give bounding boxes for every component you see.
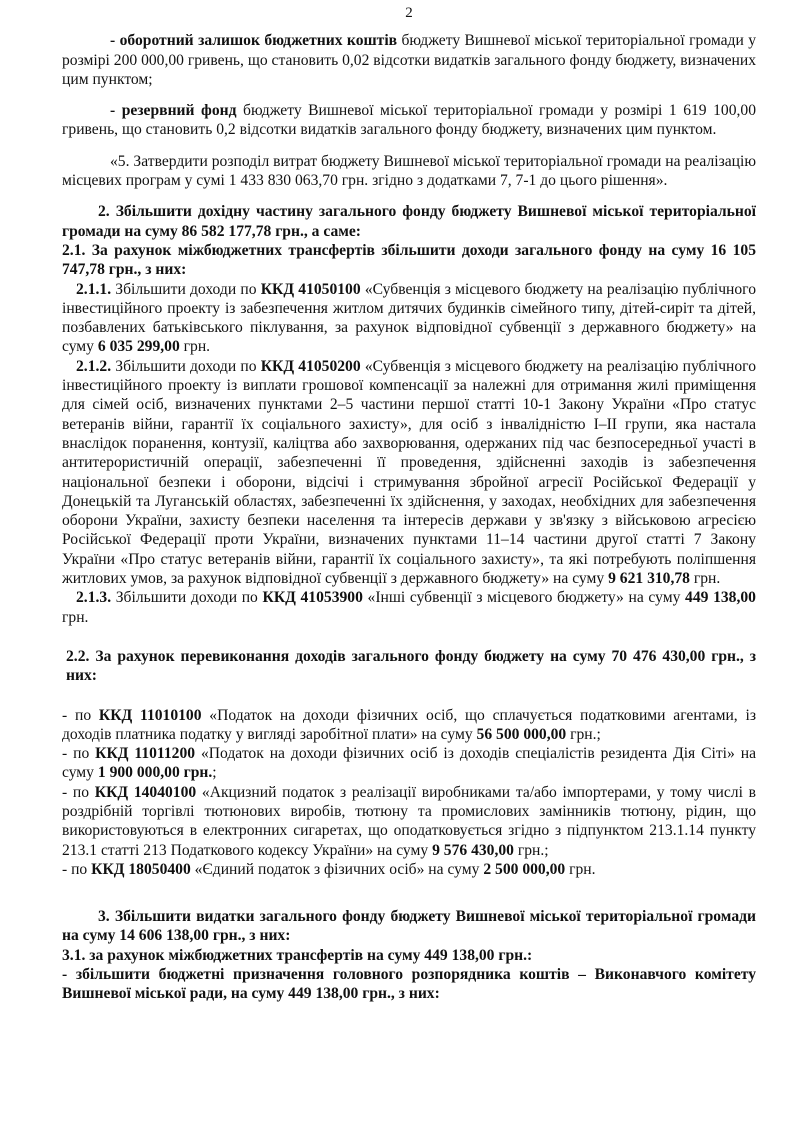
s211-pre: Збільшити доходи по bbox=[111, 280, 261, 298]
s213-pre: Збільшити доходи по bbox=[111, 589, 263, 607]
kkd-item bbox=[62, 860, 756, 879]
kkd-item-unit: грн. bbox=[565, 860, 596, 878]
working-balance-lead: - оборотний залишок бюджетних коштів bbox=[110, 32, 398, 50]
section-3-1-title: 3.1. за рахунок міжбюджетних трансфертів на суму 449 138,00 грн.: bbox=[62, 946, 533, 964]
kkd-item-amount: 9 576 430,00 bbox=[432, 841, 514, 859]
scan-margin-mark bbox=[790, 624, 796, 634]
s212-num: 2.1.2. bbox=[76, 357, 112, 375]
paragraph-local-programs: «5. Затвердити розподіл витрат бюджету Вишневої міської територіальної громади на реалізацію місцевих програм у сумі 1 433 830 063,70 грн. згідно з додатками 7, 7-1 до цього рішення». bbox=[62, 152, 756, 190]
section-3-1-text: - збільшити бюджетні призначення головного розпорядника коштів – Виконавчого комітету Вишневої міської ради, на суму 449 138,00 грн., з них: bbox=[62, 966, 756, 1003]
section-2-2-title: 2.2. За рахунок перевиконання доходів загального фонду бюджету на суму 70 476 430,00 грн., з них: bbox=[66, 647, 756, 685]
kkd-item-amount: 1 900 000,00 грн. bbox=[97, 764, 213, 782]
section-2-1-title: 2.1. За рахунок міжбюджетних трансфертів збільшити доходи загального фонду на суму 16 105 747,78 грн., з них: bbox=[62, 241, 756, 279]
s211-unit: грн. bbox=[179, 338, 211, 356]
reserve-fund-lead: - резервний фонд bbox=[110, 102, 237, 120]
kkd-item-unit: грн.; bbox=[513, 841, 549, 859]
s212-kkd: ККД 41050200 bbox=[260, 357, 361, 375]
section-2-1-1 bbox=[62, 280, 756, 357]
s213-kkd: ККД 41053900 bbox=[262, 589, 363, 607]
kkd-item-unit: грн.; bbox=[566, 725, 601, 743]
s211-num: 2.1.1. bbox=[76, 280, 112, 298]
kkd-item-text: «Податок на доходи фізичних осіб, що сплачується податковими агентами, із доходів платника податку у вигляді заробітної плати» на суму bbox=[62, 706, 756, 743]
kkd-item-text: «Єдиний податок з фізичних осіб» на суму bbox=[190, 860, 484, 878]
kkd-item-list bbox=[62, 706, 756, 880]
s211-amount: 6 035 299,00 bbox=[97, 338, 180, 356]
section-2-title: 2. Збільшити дохідну частину загального фонду бюджету Вишневої міської територіальної громади на суму 86 582 177,78 грн., а саме: bbox=[62, 203, 756, 240]
kkd-item bbox=[62, 706, 756, 745]
kkd-item-amount: 56 500 000,00 bbox=[476, 725, 567, 743]
s211-kkd: ККД 41050100 bbox=[260, 280, 361, 298]
s213-num: 2.1.3. bbox=[76, 589, 112, 607]
paragraph-working-balance bbox=[62, 31, 756, 89]
s213-text: «Інші субвенції з місцевого бюджету» на суму bbox=[362, 589, 686, 607]
kkd-item-text: «Податок на доходи фізичних осіб із доходів спеціалістів резидента Дія Сіті» на суму bbox=[62, 745, 756, 782]
working-balance-text: бюджету Вишневої міської територіальної громади у розмірі 200 000,00 гривень, що становить 0,02 відсотки видатків загального фонду бюджету, визначених цим пунктом; bbox=[62, 32, 757, 88]
kkd-item-pre: - по bbox=[62, 783, 95, 801]
kkd-item-unit: ; bbox=[212, 764, 217, 782]
s212-text: «Субвенція з місцевого бюджету на реалізацію публічного інвестиційного проекту із виплати грошової компенсації за належні для отримання жилі приміщення для сімей осіб, визначених пунктами 2–5 частини першої статті 10-1 Закону України «Про статус ветеранів війни, гарантії їх соціального захисту», для осіб з інвалідністю I–II групи, яка настала внаслідок поранення, контузії, каліцтва або захворювання, одержаних під час безпосередньої участі в антитерористичній операції, забезпеченні її проведення, здійсненні заходів із забезпечення національної безпеки і оборони, відсічі і стримування збройної агресії Російської Федерації у Донецькій та Луганській областях, забезпеченні їх здійснення, у заходах, необхідних для забезпечення оборони України, захисту безпеки населення та інтересів держави у зв'язку з військовою агресією Російської Федерації проти України, визначених пунктами 11–14 частини другої статті 7 Закону України «Про статус ветеранів війни, гарантії їх соціального захисту», та які потребують поліпшення житлових умов, за рахунок відповідної субвенції з державного бюджету» на суму bbox=[62, 357, 756, 588]
kkd-item bbox=[62, 744, 756, 783]
kkd-item-amount: 2 500 000,00 bbox=[483, 860, 566, 878]
kkd-item-code: ККД 11011200 bbox=[95, 745, 196, 763]
kkd-item bbox=[62, 783, 756, 860]
kkd-item-text: «Акцизний податок з реалізації виробниками та/або імпортерами, у тому числі в роздрібній торгівлі тютюнових виробів, тютюну та промислових замінників тютюну, рідин, що використовуються в електронних сигаретах, що оподатковується згідно з підпунктом 213.1.14 пункту 213.1 статті 213 Податкового кодексу України» на суму bbox=[62, 783, 756, 859]
s212-pre: Збільшити доходи по bbox=[111, 357, 261, 375]
kkd-item-code: ККД 11010100 bbox=[98, 706, 202, 724]
paragraph-reserve-fund bbox=[62, 101, 756, 140]
section-2-1-3 bbox=[62, 588, 756, 627]
kkd-item-code: ККД 14040100 bbox=[94, 783, 197, 801]
kkd-item-pre: - по bbox=[62, 745, 96, 763]
section-2-1-2 bbox=[62, 357, 756, 589]
section-3-title: 3. Збільшити видатки загального фонду бюджету Вишневої міської територіальної громади на суму 14 606 138,00 грн., з них: bbox=[62, 908, 756, 945]
kkd-item-pre: - по bbox=[62, 860, 92, 878]
s211-text: «Субвенція з місцевого бюджету на реалізацію публічного інвестиційного проекту із забезпечення житлом дитячих будинків сімейного типу, дітей-сиріт та дітей, позбавлених батьківського піклування, за рахунок відповідної субвенції з державного бюджету» на суму bbox=[62, 280, 756, 356]
kkd-item-code: ККД 18050400 bbox=[91, 860, 191, 878]
s213-unit: грн. bbox=[62, 608, 89, 626]
kkd-item-pre: - по bbox=[62, 706, 99, 724]
page-number: 2 bbox=[405, 5, 413, 21]
s212-amount: 9 621 310,78 bbox=[608, 570, 690, 588]
s212-unit: грн. bbox=[689, 570, 721, 588]
s213-amount: 449 138,00 bbox=[685, 589, 756, 607]
reserve-fund-text: бюджету Вишневої міської територіальної громади у розмірі 1 619 100,00 гривень, що становить 0,2 відсотки видатків загального фонду бюджету, визначених цим пунктом. bbox=[62, 102, 756, 139]
